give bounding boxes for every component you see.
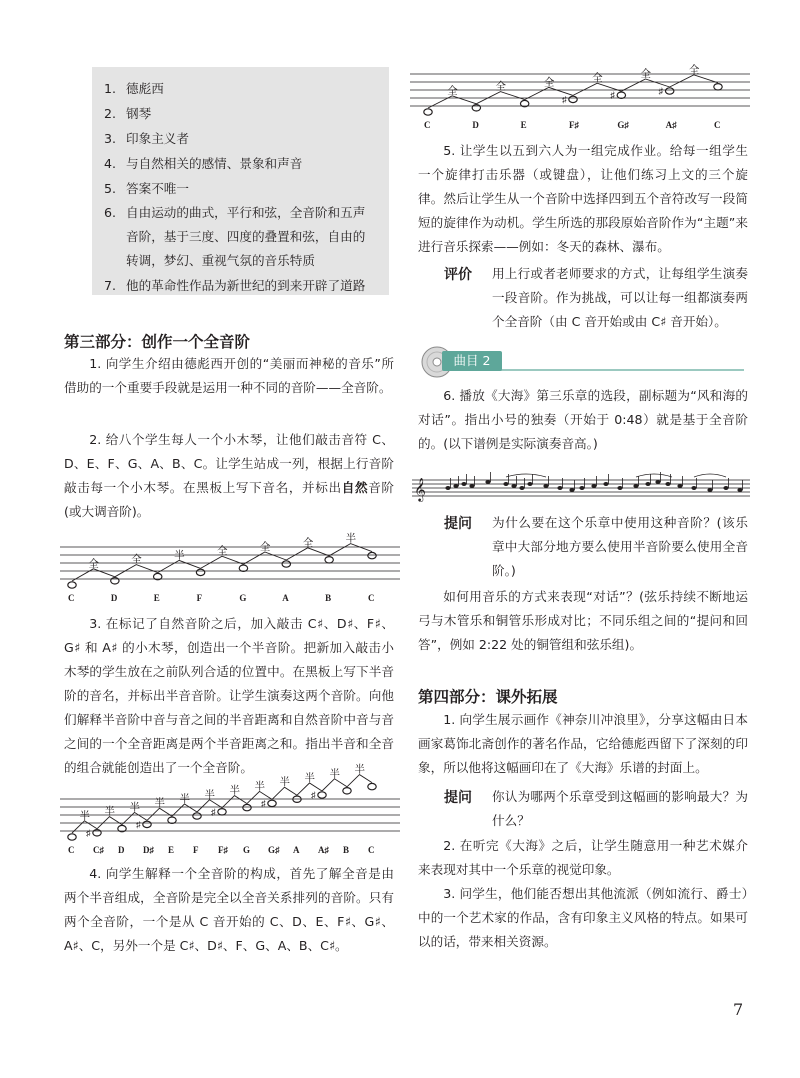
part3-paragraph-7: 如何用音乐的方式来表现“对话”？(弦乐持续不断地运弓与木管乐和铜管乐形成对比；不同乐组之间的“提问和回答”，例如 2:22 处的铜管组和弦乐组)。 <box>418 589 748 652</box>
note-name-label: G♯ <box>268 845 280 855</box>
score-note <box>677 484 682 488</box>
slur <box>506 474 546 477</box>
score-note <box>527 482 532 486</box>
interval-label: 半 <box>79 810 90 822</box>
note-name-label: B <box>325 593 332 603</box>
scale-note <box>268 800 276 806</box>
part3-paragraph-3: 3. 在标记了自然音阶之后，加入敲击 C♯、D♯、F♯、G♯ 和 A♯ 的小木琴，创造出一个半音阶。把新加入敲击小木琴的学生放在之前队列合适的位置中。在黑板上写下半音阶的音名，并标出半音音阶。让学生演奏这两个音阶。向他们解释半音阶中音与音之间的半音距离和自然音阶中音与音之间的一个全音距离是两个半音距离之和。指出半音和全音的组合就能创造出了一个全音阶。 <box>64 616 394 775</box>
score-note <box>503 482 508 486</box>
score-note <box>485 480 490 484</box>
note-name-label: C <box>368 593 375 603</box>
score-note <box>461 482 466 486</box>
sharp-sign: ♯ <box>136 819 141 830</box>
scale-note <box>168 817 176 823</box>
scale-note <box>569 96 577 102</box>
score-note <box>603 482 608 486</box>
note-name-label: F <box>193 845 199 855</box>
interval-label: 半 <box>304 773 315 784</box>
question-text: 为什么要在这个乐章中使用这种音阶？(该乐章中大部分地方要么使用半音阶要么使用全音阶。) <box>492 515 748 578</box>
interval-label: 半 <box>179 794 190 805</box>
scale-note <box>239 565 247 571</box>
whole-tone-scale-diagram <box>410 62 750 132</box>
interval-label: 半 <box>345 533 357 545</box>
part3-paragraph-6: 6. 播放《大海》第三乐章的选段，副标题为“风和海的对话”。指出小号的独奏（开始于 0:48）就是基于全音阶的。(以下谱例是实际演奏音高。) <box>418 388 748 451</box>
answer-item: 2. 钢琴 <box>104 106 152 121</box>
interval-label: 半 <box>104 806 115 818</box>
score-note <box>469 484 474 488</box>
scale-note <box>714 84 722 90</box>
score-note <box>645 482 650 486</box>
interval-label: 半 <box>129 802 140 814</box>
note-name-label: C <box>68 845 75 855</box>
part3-title: 第三部分：创作一个全音阶 <box>64 333 251 351</box>
score-note <box>453 484 458 488</box>
scale-note <box>472 105 480 111</box>
note-name-label: D <box>118 845 125 855</box>
interval-label: 全 <box>88 558 99 570</box>
score-note <box>543 484 548 488</box>
interval-label: 半 <box>174 550 185 562</box>
note-name-label: G <box>243 845 251 855</box>
part4-paragraph-3: 3. 问学生，他们能否想出其他流派（例如流行、爵士）中的一个艺术家的作品，含有印象主义风格的特点。如果可以的话，带来相关资源。 <box>418 886 748 949</box>
track-label: 曲目 2 <box>442 351 502 371</box>
note-name-label: C <box>68 593 75 603</box>
sharp-sign: ♯ <box>211 806 216 817</box>
note-name-label: A♯ <box>318 845 329 855</box>
part3-paragraph-1: 1. 向学生介绍由德彪西开创的“美丽而神秘的音乐”所借助的一个重要手段就是运用一种不同的音阶——全音阶。 <box>64 356 394 395</box>
trumpet-score-excerpt <box>410 465 750 507</box>
scale-note <box>93 830 101 836</box>
scale-note <box>193 813 201 819</box>
interval-label: 全 <box>543 77 555 89</box>
interval-label: 全 <box>131 554 142 566</box>
score-note <box>655 480 660 484</box>
part4-question-text: 你认为哪两个乐章受到这幅画的影响最大？为什么？ <box>492 789 748 828</box>
score-note <box>511 484 516 488</box>
interval-line <box>243 552 286 564</box>
scale-note <box>111 578 119 584</box>
interval-label: 全 <box>592 73 603 85</box>
note-name-label: C <box>368 845 375 855</box>
part4-paragraph-2: 2. 在听完《大海》之后，让学生随意用一种艺术媒介来表现对其中一个乐章的视觉印象。 <box>418 838 748 877</box>
note-name-label: A <box>293 845 300 855</box>
staff-lines <box>60 547 400 579</box>
note-name-label: C <box>714 120 721 130</box>
interval-line <box>286 548 329 560</box>
note-name-label: E <box>520 120 527 130</box>
scale-note <box>196 569 204 575</box>
scale-note <box>665 88 673 94</box>
answer-item: 5. 答案不唯一 <box>104 181 189 196</box>
sharp-sign: ♯ <box>610 90 615 101</box>
answer-item: 4. 与自然相关的感情、景象和声音 <box>104 156 303 171</box>
sharp-sign: ♯ <box>562 94 567 105</box>
score-note <box>665 482 670 486</box>
natural-scale-diagram <box>60 535 400 605</box>
interval-label: 半 <box>354 764 365 776</box>
part4-title: 第四部分：课外拓展 <box>418 688 558 706</box>
slur <box>694 474 726 477</box>
note-name-label: D <box>472 120 479 130</box>
score-notes <box>414 472 743 502</box>
note-name-label: C <box>424 120 431 130</box>
interval-label: 全 <box>688 64 700 76</box>
note-name-label: A♯ <box>665 120 677 130</box>
scale-note <box>68 834 76 840</box>
interval-label: 半 <box>279 777 290 789</box>
interval-label: 全 <box>259 542 271 553</box>
note-name-label: F <box>196 593 203 603</box>
treble-clef-icon: 𝄞 <box>414 479 426 501</box>
scale-note <box>282 561 290 567</box>
sharp-sign: ♯ <box>311 790 316 800</box>
note-name-label: F♯ <box>218 845 228 855</box>
slur <box>636 474 672 477</box>
scale-note <box>343 788 351 794</box>
answer-item: 6. 自由运动的曲式，平行和弦，全音阶和五声音阶，基于三度、四度的叠置和弦，自由的转调，梦幻、重视气氛的音乐特质 <box>104 205 366 268</box>
interval-line <box>201 556 244 568</box>
scale-note <box>368 783 376 789</box>
note-name-label: B <box>343 845 350 855</box>
answer-item: 1. 德彪西 <box>104 81 164 96</box>
scale-note <box>424 109 432 115</box>
score-note <box>519 486 524 490</box>
score-note <box>707 488 712 492</box>
score-note <box>569 488 574 492</box>
page-number: 7 <box>733 1000 744 1019</box>
note-name-label: D <box>110 593 118 603</box>
note-name-label: E <box>153 593 160 603</box>
interval-label: 半 <box>329 768 340 780</box>
note-name-label: C♯ <box>93 845 104 855</box>
interval-line <box>670 75 718 87</box>
score-note <box>579 486 584 490</box>
sharp-sign: ♯ <box>86 827 91 838</box>
interval-label: 全 <box>640 69 651 80</box>
scale-note <box>243 804 251 810</box>
note-name-label: F♯ <box>569 120 579 130</box>
note-name-label: A <box>282 593 289 603</box>
staff-lines <box>410 74 750 106</box>
note-name-label: D♯ <box>143 845 154 855</box>
note-name-label: E <box>168 845 175 855</box>
scale-note <box>368 552 376 558</box>
part3-paragraph-4: 4. 向学生解释一个全音阶的构成，首先了解全音是由两个半音组成，全音阶是完全以全音关系排列的音阶。只有两个全音阶，一个是从 C 音开始的 C、D、E、F♯、G♯、A♯、C，另外一个是 C♯、D♯、F、G、A、B、C♯。 <box>64 866 394 953</box>
scale-note <box>68 582 76 588</box>
interval-label: 半 <box>154 798 165 810</box>
part4-paragraph-1: 1. 向学生展示画作《神奈川冲浪里》，分享这幅由日本画家葛饰北斋创作的著名作品，它给德彪西留下了深刻的印象，所以他将这幅画印在了《大海》乐谱的封面上。 <box>418 712 748 775</box>
score-note <box>557 486 562 490</box>
track-badge <box>420 347 750 377</box>
score-note <box>445 486 450 490</box>
evaluation-text: 用上行或者老师要求的方式，让每组学生演奏一段音阶。作为挑战，可以让每一组都演奏两个全音阶（由 C 音开始或由 C♯ 音开始）。 <box>492 266 748 329</box>
scale-note <box>318 792 326 798</box>
score-note <box>617 486 622 490</box>
scale-note <box>325 557 333 563</box>
sharp-sign: ♯ <box>261 798 266 809</box>
scale-note <box>218 809 226 815</box>
part4-question-label: 提问 <box>444 790 472 806</box>
sharp-sign: ♯ <box>658 86 664 96</box>
answer-list <box>92 67 389 298</box>
evaluation-label: 评价 <box>444 267 472 283</box>
answer-box <box>92 67 389 295</box>
question-label: 提问 <box>444 516 472 532</box>
part3-paragraph-2: 2. 给八个学生每人一个小木琴，让他们敲击音符 C、D、E、F、G、A、B、C。让学生站成一列，根据上行音阶敲击每一个小木琴。在黑板上写下音名，并标出自然音阶(或大调音阶)。 <box>64 432 395 519</box>
score-note <box>591 484 596 488</box>
scale-note <box>143 821 151 827</box>
answer-item: 7. 他的革命性作品为新世纪的到来开辟了道路 <box>104 278 366 293</box>
answer-item: 3. 印象主义者 <box>104 131 189 146</box>
score-note <box>737 488 742 492</box>
interval-label: 全 <box>217 546 228 558</box>
interval-label: 半 <box>254 781 265 793</box>
interval-label: 半 <box>204 789 215 801</box>
score-note <box>633 484 638 488</box>
interval-label: 全 <box>302 537 314 549</box>
score-note <box>691 486 696 490</box>
note-name-label: G <box>239 593 247 603</box>
note-name-label: G♯ <box>617 120 629 130</box>
interval-label: 全 <box>495 81 506 93</box>
chromatic-scale-diagram <box>60 764 400 857</box>
score-note <box>723 486 728 490</box>
interval-label: 半 <box>229 785 240 797</box>
interval-line <box>329 544 372 556</box>
interval-label: 全 <box>447 85 458 97</box>
part3-paragraph-5: 5. 让学生以五到六人为一组完成作业。给每一组学生一个旋律打击乐器（或键盘），让他们练习上文的三个旋律。然后让学生从一个音阶中选择四到五个音符改写一段简短的旋律作为动机。学生所选的那段原始音阶作为“主题”来进行音乐探索——例如：冬天的森林、瀑布。 <box>418 143 748 254</box>
scale-note <box>617 92 625 98</box>
